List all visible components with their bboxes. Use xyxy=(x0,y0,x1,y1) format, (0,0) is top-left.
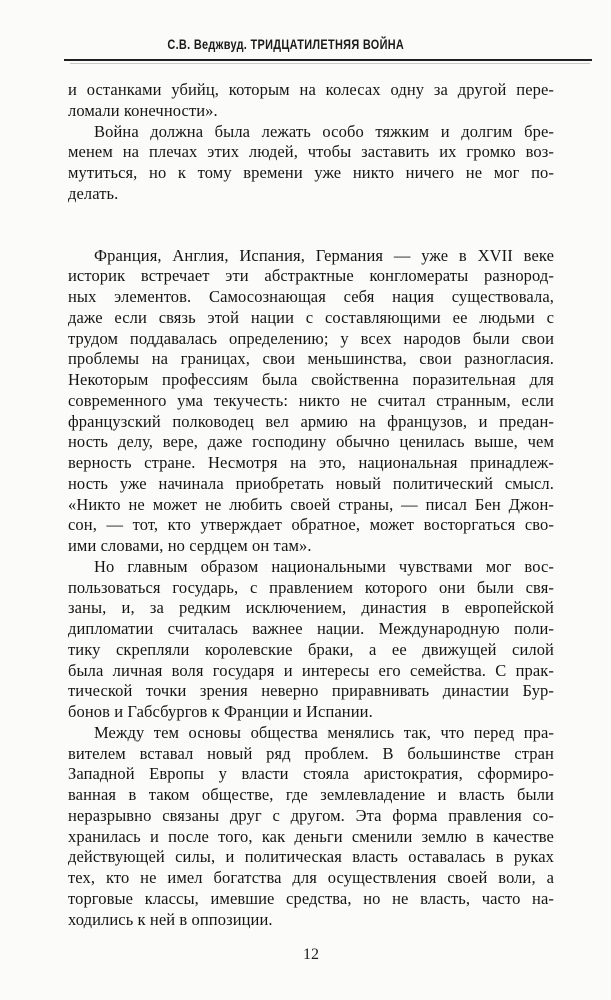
text-line: Война должна была лежать особо тяжким и долгим бре- xyxy=(94,121,554,141)
text-line: неразрывно связаны друг с другом. Эта форма правления со- xyxy=(68,805,554,825)
text-line: вителем вставал новый ряд проблем. В большинстве стран xyxy=(68,743,554,763)
text-line: ность уже начинала приобретать новый политический смысл. xyxy=(68,473,554,493)
text-line: проблемы на границах, свои меньшинства, свои разногласия. xyxy=(68,349,554,369)
header-rule xyxy=(64,59,592,61)
text-line: ванная в таком обществе, где землевладение и власть были xyxy=(68,785,554,804)
text-line: дипломатии считалась важнее нации. Международную поли- xyxy=(68,619,554,638)
running-title: С.В. Веджвуд. ТРИДЦАТИЛЕТНЯЯ ВОЙНА xyxy=(167,36,405,52)
page-footer xyxy=(68,946,554,964)
paragraph xyxy=(68,557,554,723)
text-line: верность стране. Несмотря на это, национальная принадлеж- xyxy=(68,453,554,472)
text-line: Между тем основы общества менялись так, что перед пра- xyxy=(94,722,554,742)
text-line: бонов и Габсбургов к Франции и Испании. xyxy=(68,702,373,721)
text-line: трудом поддавалась определению; у всех народов были свои xyxy=(68,328,554,348)
text-line: французский полководец вел армию на французов, и предан- xyxy=(68,411,554,431)
text-line: мутиться, но к тому времени уже никто ничего не мог по- xyxy=(68,163,554,182)
text-line: ходились к ней в оппозиции. xyxy=(68,909,273,929)
text-line: Франция, Англия, Испания, Германия — уже в XVII веке xyxy=(94,245,554,265)
text-line: менем на плечах этих людей, чтобы заставить их громко воз- xyxy=(68,142,554,162)
text-line: делать. xyxy=(68,183,119,203)
paragraph xyxy=(68,80,554,122)
running-header xyxy=(0,36,572,52)
text-line: даже если связь этой нации с составляющими ее людьми с xyxy=(68,307,554,327)
paragraph xyxy=(68,723,554,931)
text-line: ломали конечности». xyxy=(68,100,218,120)
text-line: историк встречает эти абстрактные конгломераты разнород- xyxy=(68,266,554,286)
text-line: ность делу, вере, даже господину обычно ценилась выше, чем xyxy=(68,432,554,452)
text-line: ных элементов. Самосознающая себя нация существовала, xyxy=(68,287,554,306)
text-line: современного ума текучесть: никто не считал странным, если xyxy=(68,390,554,410)
text-line: Западной Европы у власти стояла аристократия, сформиро- xyxy=(68,764,554,784)
text-line: была личная воля государя и интересы его семейства. С прак- xyxy=(68,660,554,680)
text-line: действующей силы, и политическая власть оставалась в руках xyxy=(68,847,554,867)
page-body xyxy=(68,80,554,930)
text-line: тех, кто не имел богатства для осуществления своей воли, а xyxy=(68,868,554,887)
paragraph xyxy=(68,122,554,205)
text-line: и останками убийц, которым на колесах одну за другой пере- xyxy=(68,80,554,99)
text-line: заны, и, за редким исключением, династия в европейской xyxy=(68,598,554,618)
text-line: тической точки зрения неверно приравнивать династии Бур- xyxy=(68,681,554,701)
text-line: тику скрепляли королевские браки, а ее движущей силой xyxy=(68,639,554,659)
text-line: сон, — тот, кто утверждает обратное, может восторгаться сво- xyxy=(68,515,554,535)
paragraph xyxy=(68,246,554,557)
text-line: Некоторым профессиям была свойственна поразительная для xyxy=(68,370,554,389)
text-line: ими словами, но сердцем он там». xyxy=(68,536,312,555)
text-line: Но главным образом национальными чувствами мог вос- xyxy=(94,556,554,576)
page-number: 12 xyxy=(303,946,319,963)
text-line: торговые классы, имевшие средства, но не власть, часто на- xyxy=(68,888,554,908)
text-line: «Никто не может не любить своей страны, — писал Бен Джон- xyxy=(68,494,554,514)
text-line: хранилась и после того, как деньги сменили землю в качестве xyxy=(68,826,554,846)
text-line: пользоваться государь, с правлением которого они были свя- xyxy=(68,577,554,597)
